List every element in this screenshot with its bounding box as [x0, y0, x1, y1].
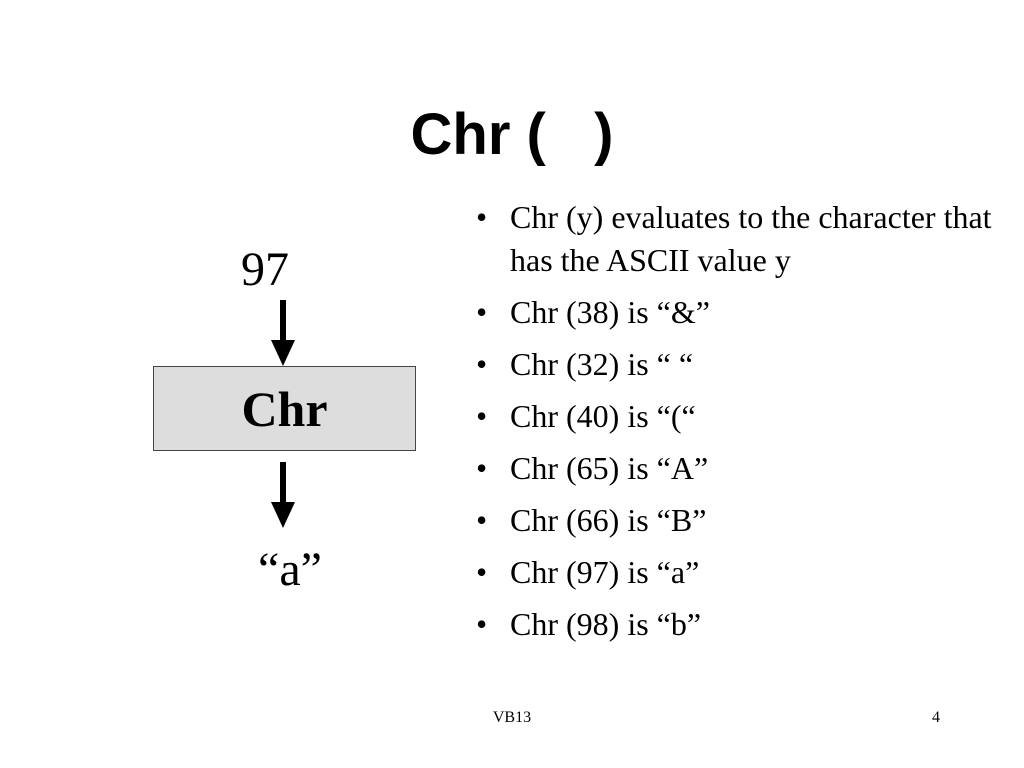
bullet-text: Chr (32) is “ “	[510, 346, 694, 382]
bullet-text: Chr (66) is “B”	[510, 502, 707, 538]
bullet-text: Chr (38) is “&”	[510, 294, 710, 330]
bullet-item	[476, 447, 996, 490]
bullet-dot-icon: •	[476, 606, 488, 642]
footer-text: VB13	[492, 709, 532, 726]
bullet-item	[476, 291, 996, 334]
bullet-text: Chr (y) evaluates to the character that has the ASCII value y	[510, 199, 992, 278]
bullet-text: Chr (40) is “(“	[510, 398, 696, 434]
bullet-dot-icon: •	[476, 554, 488, 590]
bullet-item	[476, 551, 996, 594]
diagram-output-value: “a”	[258, 543, 322, 596]
bullet-item	[476, 499, 996, 542]
bullet-item	[476, 343, 996, 386]
output-arrow-icon	[271, 462, 295, 528]
bullet-dot-icon: •	[476, 450, 488, 486]
bullet-dot-icon: •	[476, 346, 488, 382]
bullet-dot-icon: •	[476, 294, 488, 330]
input-arrow-icon	[271, 300, 295, 366]
page-number: 4	[932, 709, 940, 726]
bullet-text: Chr (97) is “a”	[510, 554, 700, 590]
slide-title: Chr ( )	[410, 102, 614, 167]
bullet-dot-icon: •	[476, 398, 488, 434]
bullet-item	[476, 603, 996, 646]
bullet-item	[476, 196, 996, 282]
bullet-dot-icon: •	[476, 199, 488, 235]
bullet-list	[476, 196, 996, 655]
function-box	[153, 366, 416, 451]
bullet-text: Chr (65) is “A”	[510, 450, 709, 486]
function-name: Chr	[241, 380, 328, 437]
bullet-text: Chr (98) is “b”	[510, 606, 702, 642]
bullet-dot-icon: •	[476, 502, 488, 538]
diagram-input-value: 97	[241, 243, 289, 296]
bullet-item	[476, 395, 996, 438]
